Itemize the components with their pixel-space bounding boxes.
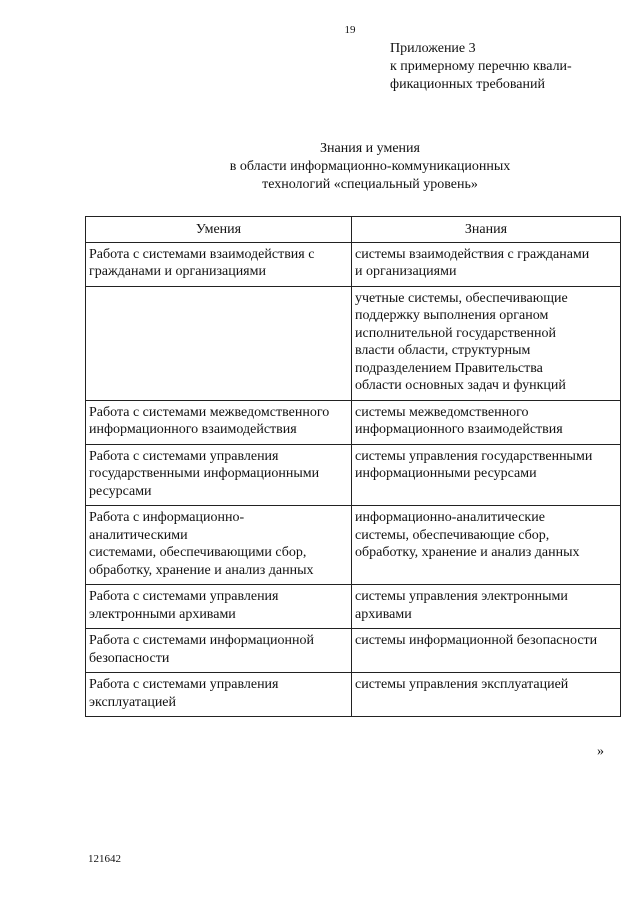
heading-line: в области информационно-коммуникационных [229,159,511,174]
heading-line: технологий «специальный уровень» [262,177,478,192]
knowledge-text: информационно-аналитические системы, обеспечивающие сбор, обработку, хранение и анализ данных [355,510,580,560]
page-number: 19 [344,24,356,36]
skill-cell [86,400,352,444]
table-row [86,286,621,400]
heading-line: Знания и умения [320,141,420,156]
knowledge-cell [352,286,621,400]
skill-cell [86,286,352,400]
knowledge-text: системы управления эксплуатацией [355,677,569,692]
document-heading [120,140,620,194]
skill-text: Работа с системами взаимодействия с гражданами и организациями [89,246,315,279]
knowledge-text: системы информационной безопасности [355,633,598,648]
table-row [86,585,621,629]
header-skills: Умения [86,217,352,243]
table-row [86,242,621,286]
skill-cell [86,444,352,506]
skill-text: Работа с системами информационной безопасности [89,633,315,666]
table-row [86,444,621,506]
knowledge-cell [352,242,621,286]
knowledge-text: системы межведомственного информационного взаимодействия [355,404,563,437]
skill-text: Работа с системами управления эксплуатацией [89,677,279,710]
skill-text: Работа с информационно- аналитическими системами, обеспечивающими сбор, обработку, хранение и анализ данных [89,510,314,578]
appendix-note [390,40,630,94]
knowledge-text: системы управления государственными информационными ресурсами [355,448,593,481]
knowledge-cell [352,585,621,629]
knowledge-cell [352,444,621,506]
knowledge-cell [352,506,621,585]
appendix-line: фикационных требований [390,77,545,92]
continuation-mark: » [597,744,604,759]
knowledge-cell [352,629,621,673]
knowledge-cell [352,673,621,717]
knowledge-text: учетные системы, обеспечивающие поддержку выполнения органом исполнительной государственной власти области, структурным подразделением Правительства области основных задач и функций [355,290,568,393]
table-row [86,673,621,717]
skill-cell [86,242,352,286]
skill-cell [86,673,352,717]
skills-knowledge-table [85,216,621,717]
document-code: 121642 [88,853,121,865]
skill-cell [86,506,352,585]
skill-cell [86,585,352,629]
skill-text: Работа с системами межведомственного информационного взаимодействия [89,404,330,437]
table-row [86,506,621,585]
header-knowledge: Знания [352,217,621,243]
knowledge-text: системы взаимодействия с гражданами и организациями [355,246,590,279]
appendix-line: Приложение 3 [390,41,476,56]
table-row [86,400,621,444]
table-row [86,629,621,673]
skill-text: Работа с системами управления электронными архивами [89,589,279,622]
skill-text: Работа с системами управления государственными информационными ресурсами [89,448,320,499]
knowledge-text: системы управления электронными архивами [355,589,568,622]
appendix-line: к примерному перечню квали- [390,59,572,74]
skill-cell [86,629,352,673]
table-header-row [86,217,621,243]
knowledge-cell [352,400,621,444]
